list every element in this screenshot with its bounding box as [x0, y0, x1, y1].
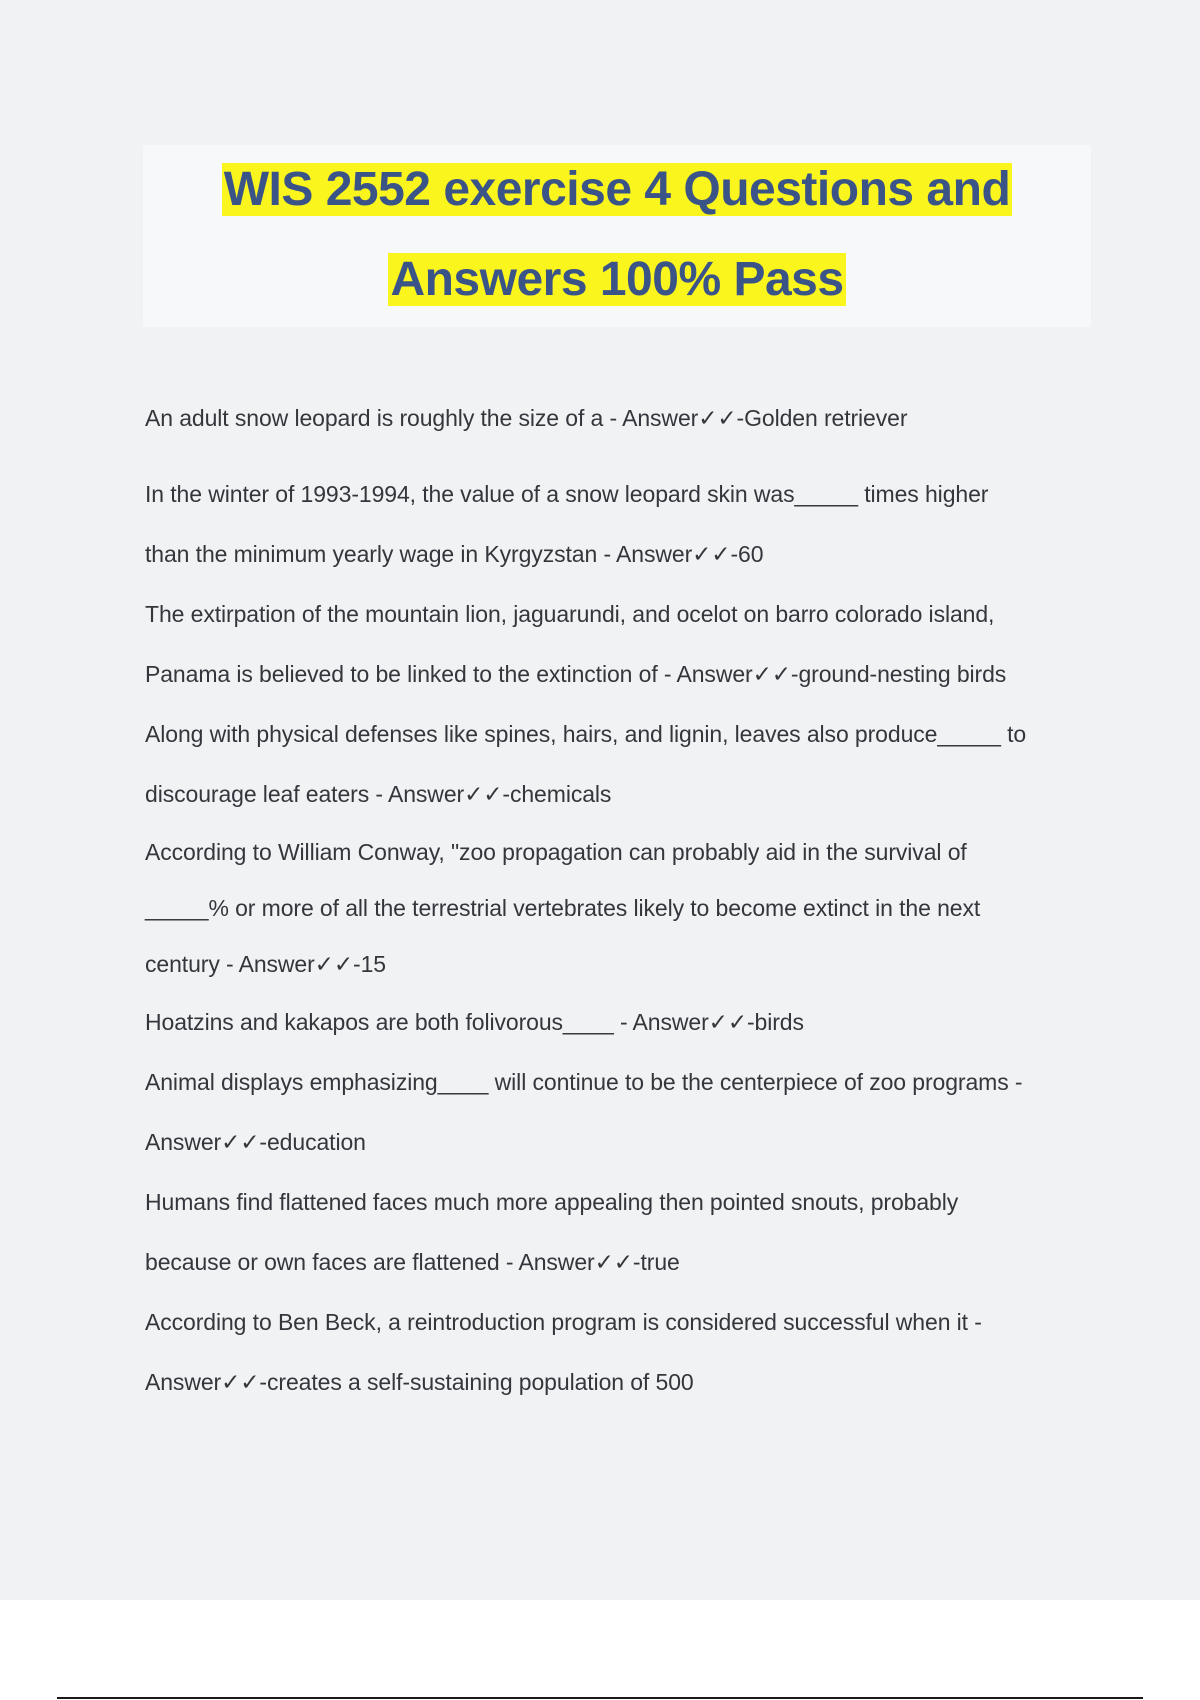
- qa-line: than the minimum yearly wage in Kyrgyzstan - Answer✓✓-60: [145, 541, 764, 567]
- title-line-2: Answers 100% Pass: [390, 253, 844, 306]
- qa-item: [145, 388, 1095, 448]
- page-title: [143, 145, 1091, 325]
- qa-line: Answer✓✓-education: [145, 1129, 366, 1155]
- qa-line: According to Ben Beck, a reintroduction program is considered successful when it -: [145, 1309, 982, 1335]
- qa-line: Animal displays emphasizing____ will continue to be the centerpiece of zoo programs -: [145, 1069, 1023, 1095]
- qa-line: century - Answer✓✓-15: [145, 951, 386, 977]
- qa-item: [145, 1172, 1095, 1292]
- qa-line: Along with physical defenses like spines, hairs, and lignin, leaves also produce_____ to: [145, 721, 1027, 747]
- qa-line: Humans find flattened faces much more appealing then pointed snouts, probably: [145, 1189, 959, 1215]
- title-line-1: WIS 2552 exercise 4 Questions and: [223, 163, 1011, 216]
- footer-divider: [57, 1697, 1143, 1699]
- qa-line: because or own faces are flattened - Answer✓✓-true: [145, 1249, 680, 1275]
- qa-list: [145, 388, 1095, 1412]
- qa-item: [145, 1052, 1095, 1172]
- qa-item: [145, 704, 1095, 824]
- qa-line: Hoatzins and kakapos are both folivorous____ - Answer✓✓-birds: [145, 1009, 804, 1035]
- qa-item: [145, 824, 1095, 992]
- qa-line: discourage leaf eaters - Answer✓✓-chemicals: [145, 781, 612, 807]
- qa-item: [145, 584, 1095, 704]
- title-block: [143, 145, 1091, 327]
- qa-item: [145, 992, 1095, 1052]
- qa-line: The extirpation of the mountain lion, jaguarundi, and ocelot on barro colorado island,: [145, 601, 995, 627]
- qa-item: [145, 464, 1095, 584]
- qa-line: Panama is believed to be linked to the extinction of - Answer✓✓-ground-nesting birds: [145, 661, 1007, 687]
- qa-line: In the winter of 1993-1994, the value of a snow leopard skin was_____ times higher: [145, 481, 989, 507]
- qa-line: According to William Conway, "zoo propagation can probably aid in the survival of: [145, 839, 967, 865]
- qa-line: Answer✓✓-creates a self-sustaining population of 500: [145, 1369, 694, 1395]
- qa-line: An adult snow leopard is roughly the size of a - Answer✓✓-Golden retriever: [145, 405, 908, 431]
- qa-item: [145, 1292, 1095, 1412]
- qa-line: _____% or more of all the terrestrial vertebrates likely to become extinct in the next: [145, 895, 981, 921]
- page-footer: [0, 1600, 1200, 1700]
